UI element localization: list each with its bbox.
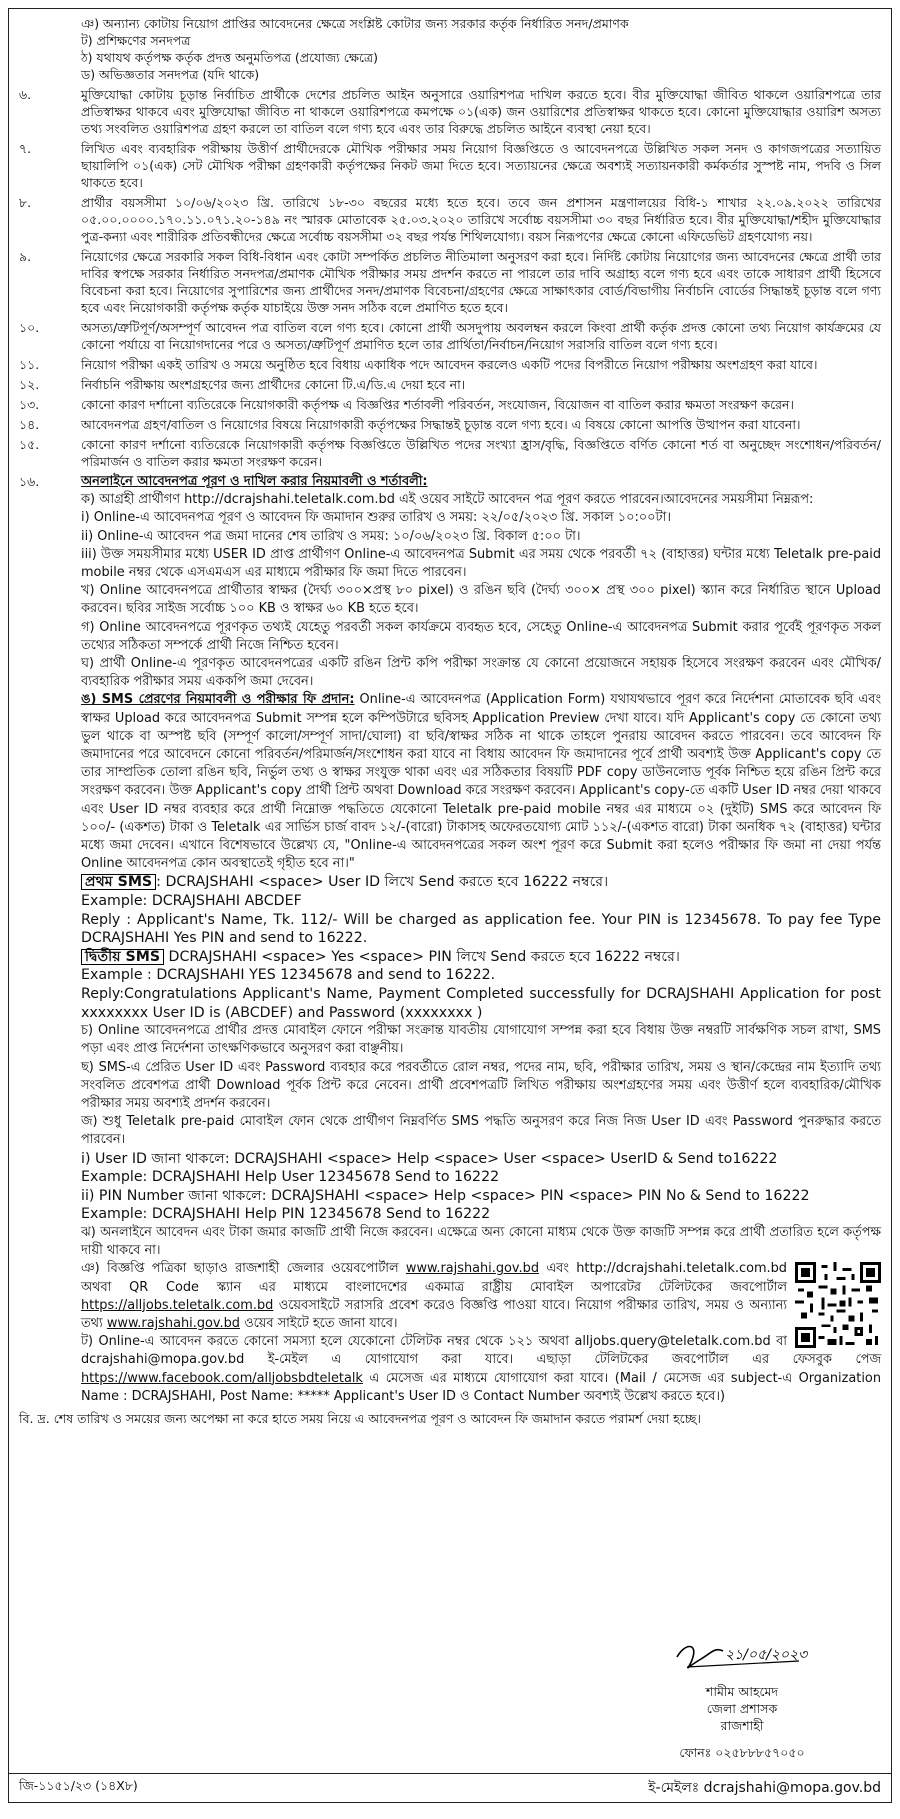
clause-text: কোনো কারণ দর্শানো ব্যতিরেকে নিয়োগকারী কর্তৃপক্ষ এ বিজ্ঞপ্তির শর্তাবলী পরিবর্তন, সংযোজন, বিয়োজন বা বাতিল করার ক্ষমতা সংরক্ষণ করেন। [81,397,794,412]
rule-ka-i: i) Online-এ আবেদনপত্র পূরণ ও আবেদন ফি জমাদান শুরুর তারিখ ও সময়: ২২/০৫/২০২৩ খ্রি. সকাল ১০:০০টা। [81,510,671,526]
first-sms-reply: Reply : Applicant's Name, Tk. 112/- Will be charged as application fee. Your PIN is 12345678. To pay fee Type DCRAJSHAHI Yes PIN and send to 16222. [81,911,881,947]
clause-text: কোনো কারণ দর্শানো ব্যতিরেকে নিয়োগকারী কর্তৃপক্ষ বিজ্ঞপ্তিতে উল্লিখিত পদের সংখ্যা হ্রাস/বৃদ্ধি, বিজ্ঞপ্তিতে বর্ণিত কোনো শর্ত বা অনুচ্ছেদ সংশোধন/পরিবর্তন/পরিমার্জন ও বাতিল করার ক্ষমতা সংরক্ষণ করেন। [81,437,881,469]
top-item: ড) অভিজ্ঞতার সনদপত্র (যদি থাকে) [81,67,260,82]
clause-text: লিখিত এবং ব্যবহারিক পরীক্ষায় উত্তীর্ণ প্রার্থীদেরকে মৌখিক পরীক্ষার সময় নিয়োগ বিজ্ঞপ্তিতে ও আবেদনপত্রে উল্লিখিত সকল সনদ ও কাগজপত্রের সত্যায়িত ছায়ালিপি ০১(এক) সেট মৌখিক পরীক্ষা গ্রহণকারী কর্তৃপক্ষের নিকট জমা দিতে হবে। সত্যায়নের ক্ষেত্রে অবশ্যই সত্যায়নকারী কর্মকর্তার সুস্পষ্ট নাম, পদবি ও সিল থাকতে হবে। [81,141,881,190]
clause-11 [19,356,881,373]
rule-nya-text: এবং http://dcrajshahi.teletalk.com.bd অথবা QR Code স্ক্যান এর মাধ্যমে বাংলাদেশের একমাত্র রাষ্ট্রীয় মোবাইল অপারেটর টেলিটকের জবপোর্টাল [81,1261,787,1295]
footer-code: জি-১১৫১/২৩ (১৪X৮) [19,1778,138,1793]
rule-jha: ঝ) অনলাইনে আবেদন এবং টাকা জমার কাজটি প্রার্থী নিজে করবেন। এক্ষেত্রে অন্য কোনো মাধ্যম থেকে উক্ত কাজটি সম্পন্ন করে প্রার্থী প্রতারিত হলে কর্তৃপক্ষ দায়ী থাকবে না। [81,1225,881,1259]
first-sms [81,873,881,892]
clause-number: ১৬. [19,474,40,489]
signature-date: ২১/০৫/২০২৩ [725,1647,808,1663]
clause-text: মুক্তিযোদ্ধা কোটায় চূড়ান্ত নির্বাচিত প্রার্থীকে দেশের প্রচলিত আইন অনুসারে ওয়ারিশপত্র দাখিল করতে হবে। বীর মুক্তিযোদ্ধা জীবিত থাকলে ওয়ারিশপত্রে তার প্রতিস্বাক্ষর থাকবে এবং মুক্তিযোদ্ধা জীবিত না থাকলে ওয়ারিশপত্রে কমপক্ষে ০১(এক) জন ওয়ারিশের প্রতিস্বাক্ষর থাকতে হবে। কোনো মুক্তিযোদ্ধার ওয়ারিশ অসত্য তথ্য সংবলিত ওয়ারিশপত্র গ্রহণ করলে তা বাতিল বলে গণ্য হবে এবং তার বিরুদ্ধে প্রচলিত আইনে ব্যবস্থা নেয়া হবে। [81,87,881,136]
footer-email[interactable]: ই-মেইলঃ dcrajshahi@mopa.gov.bd [648,1780,881,1796]
footnote: বি. দ্র. শেষ তারিখ ও সময়ের জন্য অপেক্ষা না করে হাতে সময় নিয়ে এ আবেদনপত্র পূরণ ও আবেদন ফি জমাদান করতে পরামর্শ দেয়া হচ্ছে। [19,1411,701,1427]
clause-number: ১৫. [19,437,40,452]
first-sms-label: প্রথম SMS [81,874,156,890]
top-item: ঠ) যথাযথ কর্তৃপক্ষ কর্তৃক প্রদত্ত অনুমতিপত্র (প্রযোজ্য ক্ষেত্রে) [81,50,379,65]
qr-code-icon[interactable] [795,1262,881,1348]
clause-15 [19,436,881,470]
second-sms-text: DCRAJSHAHI <space> Yes <space> PIN লিখে Send করতে হবে 16222 নম্বরে। [164,948,680,965]
rule-ja: জ) শুধু Teletalk pre-paid মোবাইল ফোন থেকে প্রার্থীগণ নিম্নবর্ণিত SMS পদ্ধতি অনুসরণ করে নিজ নিজ User ID এবং Password পুনরুদ্ধার করতে পারবেন। [81,1114,881,1148]
officer-designation: জেলা প্রশাসক [706,1701,778,1716]
officer-name: শামীম আহমেদ [705,1684,779,1699]
rule-nya-text: ঞ) বিজ্ঞপ্তি পত্রিকা ছাড়াও রাজশাহী জেলার ওয়েবপোর্টাল [81,1261,406,1277]
second-sms-example: Example : DCRAJSHAHI YES 12345678 and send to 16222. [81,967,496,984]
signature-scribble [667,1637,817,1681]
clause-number: ১৪. [19,417,40,432]
rule-nya-text: ওয়েবসাইটে সরাসরি প্রবেশ করেও বিজ্ঞপ্তি পাওয়া যাবে। নিয়োগ পরীক্ষার তারিখ, সময় ও অন্যান্য তথ্য [81,1297,787,1332]
rule-chha: ছ) SMS-এ প্রেরিত User ID এবং Password ব্যবহার করে পরবর্তীতে রোল নম্বর, পদের নাম, ছবি, পরীক্ষার তারিখ, সময় ও স্থান/কেন্দ্রের নাম ইত্যাদি তথ্য সংবলিত প্রবেশপত্র প্রার্থী Download পূর্বক প্রিন্ট করে নেবেন। প্রার্থী প্রবেশপত্রটি লিখিত পরীক্ষায় অংশগ্রহণের সময় এবং উত্তীর্ণ হলে ব্যবহারিক/মৌখিক পরীক্ষার সময় অবশ্যই প্রদর্শন করবেন। [81,1059,881,1112]
signature-block [637,1637,847,1761]
clause-text: অসত্য/ত্রুটিপূর্ণ/অসম্পূর্ণ আবেদন পত্র বাতিল বলে গণ্য হবে। কোনো প্রার্থী অসদুপায় অবলম্বন করলে কিংবা প্রার্থী কর্তৃক প্রদত্ত কোনো তথ্য নিয়োগ কার্যক্রমের যে কোনো পর্যায়ে বা নিয়োগদানের পরে ও অসত্য/ত্রুটিপূর্ণ প্রমাণিত হলে তার প্রার্থিতা/নির্বাচন/নিয়োগ সরাসরি বাতিল বলে গণ্য হবে। [81,320,881,352]
section-heading: অনলাইনে আবেদনপত্র পূরণ ও দাখিল করার নিয়মাবলী ও শর্তাবলী: [81,474,428,489]
rule-ta [81,1333,881,1406]
clause-7 [19,140,881,191]
clause-6 [19,86,881,137]
rajshahi-portal-link[interactable]: www.rajshahi.gov.bd [106,1316,240,1332]
footer [9,1773,891,1802]
clause-10 [19,319,881,353]
clause-number: ৬. [19,87,32,102]
clause-8 [19,194,881,245]
rule-nya [81,1260,881,1333]
top-item: ট) প্রশিক্ষণের সনদপত্র [81,33,191,48]
rule-ga: গ) Online আবেদনপত্রে পূরণকৃত তথ্যই যেহেতু পরবর্তী সকল কার্যক্রমে ব্যবহৃত হবে, সেহেতু Online-এ আবেদনপত্র Submit করার পূর্বেই পূরণকৃত সকল তথ্যের সঠিকতা সম্পর্কে প্রার্থী নিজে নিশ্চিত হবেন। [81,619,881,653]
clause-number: ১২. [19,377,40,392]
first-sms-text: : DCRAJSHAHI <space> User ID লিখে Send করতে হবে 16222 নম্বরে। [156,874,609,891]
rule-umo [81,691,881,873]
clause-12 [19,376,881,393]
rule-ta-text: এ মেসেজ এর মাধ্যমে যোগাযোগ করা যাবে। (Mail / মেসেজ এর subject-এ Organization Name : DCRAJSHAHI, Post Name: ***** Applicant's User ID ও Contact Number অবশ্যই উল্লেখ করতে হবে।) [81,1370,881,1404]
notice-page [8,8,892,1803]
clause-14 [19,416,881,433]
clause-16 [19,473,881,1406]
rule-cha: চ) Online আবেদনপত্রে প্রার্থীর প্রদত্ত মোবাইল ফোনে পরীক্ষা সংক্রান্ত যাবতীয় যোগাযোগ সম্পন্ন করা হবে বিধায় উক্ত নম্বরটি সার্বক্ষণিক সচল রাখা, SMS পড়া এবং প্রাপ্ত নির্দেশনা তাৎক্ষণিকভাবে অনুসরণ করা বাঞ্ছনীয়। [81,1023,881,1057]
officer-phone: ফোনঃ ০২৫৮৮৮৫৭০৫০ [679,1745,805,1760]
rule-ta-text: ট) Online-এ আবেদন করতে কোনো সমস্যা হলে যেকোনো টেলিটক নম্বর থেকে ১২১ অথবা alljobs.query@teletalk.com.bd বা dcrajshahi@mopa.gov.bd ই-মেইল এ যোগাযোগ করা যাবে। এছাড়া টেলিটকের জবপোর্টাল এর ফেসবুক পেজ [81,1334,881,1368]
rule-ka-iii: iii) উক্ত সময়সীমার মধ্যে USER ID প্রাপ্ত প্রার্থীগণ Online-এ আবেদনপত্র Submit এর সময় থেকে পরবর্তী ৭২ (বাহাত্তর) ঘন্টার মধ্যে Teletalk pre-paid mobile নম্বর থেকে এসএমএস এর মাধ্যমে পরীক্ষার ফি জমা দিতে পারবেন। [81,546,881,581]
clause-number: ১৩. [19,397,40,412]
clause-9 [19,248,881,316]
rule-nya-text: ওয়েব সাইটে হতে জানা যাবে। [239,1316,398,1332]
online-application-rules [81,473,881,1406]
rule-ja-ii: ii) PIN Number জানা থাকলে: DCRAJSHAHI <space> Help <space> PIN <space> PIN No & Send to 16222 [81,1187,810,1204]
clause-number: ৭. [19,141,32,156]
clause-number: ৮. [19,195,32,210]
top-items [19,15,881,83]
rajshahi-portal-link[interactable]: www.rajshahi.gov.bd [405,1261,540,1277]
clause-text: প্রার্থীর বয়সসীমা ১০/০৬/২০২৩ খ্রি. তারিখে ১৮-৩০ বছরের মধ্যে হতে হবে। তবে জন প্রশাসন মন্ত্রণালয়ের বিধি-১ শাখার ২২.০৯.২০২২ তারিখের ০৫.০০.০০০০.১৭০.১১.০৭১.২০-১৪৯ নং স্মারক মোতাবেক ২৫.০৩.২০২০ তারিখে সর্বোচ্চ বয়সসীমা ৩০ বছর নির্ধারিত হবে। বীর মুক্তিযোদ্ধা/শহীদ মুক্তিযোদ্ধার পুত্র-কন্যা এবং শারীরিক প্রতিবন্ধীদের ক্ষেত্রে সর্বোচ্চ বয়সসীমা ৩২ বছর পর্যন্ত শিথিলযোগ্য। বয়স নিরূপণের ক্ষেত্রে কোনো এফিডেভিট গ্রহণযোগ্য নয়। [81,195,881,244]
facebook-page-link[interactable]: https://www.facebook.com/alljobsbdteletalk [81,1370,363,1386]
rule-kha: খ) Online আবেদনপত্রে প্রার্থীতার স্বাক্ষর (দৈর্ঘ্য ৩০০×প্রস্থ ৮০ pixel) ও রঙিন ছবি (দৈর্ঘ্য ৩০০× প্রস্থ ৩০০ pixel) স্ক্যান করে নির্ধারিত স্থানে Upload করবেন। ছবির সাইজ সর্বোচ্চ ১০০ KB ও স্বাক্ষর ৬০ KB হতে হবে। [81,583,881,617]
clause-13 [19,396,881,413]
clause-text: নির্বাচনি পরীক্ষায় অংশগ্রহণের জন্য প্রার্থীদের কোনো টি.এ/ডি.এ দেয়া হবে না। [81,377,466,392]
rule-ja-i: i) User ID জানা থাকলে: DCRAJSHAHI <space> Help <space> User <space> UserID & Send to16222 [81,1150,778,1167]
clause-number: ৯. [19,249,32,264]
clause-number: ১০. [19,320,40,335]
second-sms-label: দ্বিতীয় SMS [81,949,164,965]
second-sms-reply: Reply:Congratulations Applicant's Name, Payment Completed successfully for DCRAJSHAHI Application for post xxxxxxxx User ID is (ABCDEF) and Password (xxxxxxxx ) [81,986,881,1021]
rule-ka: ক) আগ্রহী প্রার্থীগণ http://dcrajshahi.teletalk.com.bd এই ওয়েব সাইটে আবেদন পত্র পূরণ করতে পারবেন।আবেদনের সময়সীমা নিম্নরূপ: [81,492,814,508]
rule-ja-ii-example: Example: DCRAJSHAHI Help PIN 12345678 Send to 16222 [81,1206,491,1223]
rule-ka-ii: ii) Online-এ আবেদন পত্র জমা দানের শেষ তারিখ ও সময়: ১০/০৬/২০২৩ খ্রি. বিকাল ৫:০০ টা। [81,528,581,544]
rule-gha: ঘ) প্রার্থী Online-এ পূরণকৃত আবেদনপত্রের একটি রঙিন প্রিন্ট কপি পরীক্ষা সংক্রান্ত যে কোনো প্রয়োজনে সহায়ক হিসেবে সংরক্ষণ করবেন এবং মৌখিক/ব্যবহারিক পরীক্ষার সময় এককপি জমা দেবেন। [81,656,881,690]
first-sms-example: Example: DCRAJSHAHI ABCDEF [81,893,302,910]
clause-text: নিয়োগের ক্ষেত্রে সরকারি সকল বিধি-বিধান এবং কোটা সম্পর্কিত প্রচলিত নীতিমালা অনুসরণ করা হবে। নির্দিষ্ট কোটায় নিয়োগের জন্য আবেদনের ক্ষেত্রে প্রার্থী তার দাবির স্বপক্ষে সরকার নির্ধারিত সনদপত্র/প্রমাণক মৌখিক পরীক্ষার সময় প্রদর্শন করতে না পারলে তার দাবি অগ্রাহ্য বলে গণ্য হবে এবং তাকে সাধারণ প্রার্থী হিসেবে বিবেচনা করা হবে। নিয়োগের সুপারিশের জন্য প্রার্থীদের সনদ/প্রমাণক বিবেচনা/গ্রহণের ক্ষেত্রে সাক্ষাৎকার বোর্ড/বিভাগীয় নির্বাচনি বোর্ডের সিদ্ধান্তই চূড়ান্ত বলে গণ্য হবে এবং নিয়োগকারী কর্তৃপক্ষ কর্তৃক যাচাইয়ে উক্ত সনদ সঠিক বলে প্রমাণিত হতে হবে। [81,249,881,315]
officer-district: রাজশাহী [720,1718,764,1733]
second-sms [81,948,881,967]
alljobs-link[interactable]: https://alljobs.teletalk.com.bd [81,1297,274,1313]
clause-text: নিয়োগ পরীক্ষা একই তারিখ ও সময়ে অনুষ্ঠিত হবে বিধায় একাধিক পদে আবেদন করলেও একটি পদের বিপরীতে নিয়োগ পরীক্ষায় অংশগ্রহণ করা যাবে। [81,357,818,372]
clause-text: আবেদনপত্র গ্রহণ/বাতিল ও নিয়োগের বিষয়ে নিয়োগকারী কর্তৃপক্ষের সিদ্ধান্তই চূড়ান্ত বলে গণ্য হবে। এ বিষয়ে কোনো আপত্তি উত্থাপন করা যাবেনা। [81,417,801,432]
top-item: ঞ) অন্যান্য কোটায় নিয়োগ প্রাপ্তির আবেদনের ক্ষেত্রে সংশ্লিষ্ট কোটার জন্য সরকার কর্তৃক নির্ধারিত সনদ/প্রমাণক [81,16,629,31]
rule-ja-i-example: Example: DCRAJSHAHI Help User 12345678 Send to 16222 [81,1169,500,1186]
clause-number: ১১. [19,357,40,372]
sms-rules-heading: ঙ) SMS প্রেরণের নিয়মাবলী ও পরীক্ষার ফি প্রদান: [81,692,355,708]
sms-rules-text: Online-এ আবেদনপত্র (Application Form) যথাযথভাবে পূরণ করে নির্দেশনা মোতাবেক ছবি এবং স্বাক্ষর Upload করে আবেদনপত্র Submit সম্পন্ন হলে কম্পিউটারে ছবিসহ Application Preview দেখা যাবে। যদি Applicant's copy তে কোনো তথ্য ভুল থাকে বা অস্পষ্ট ছবি (সম্পূর্ণ কালো/সম্পূর্ণ সাদা/ঘোলা) বা ছবি/স্বাক্ষর সঠিক না থাকে তাহলে পুনরায় আবেদন করতে পারবেন। তবে আবেদন ফি জমাদানের পরে আবেদনে কোনো পরিবর্তন/পরিমার্জন/সংশোধন করা যাবে না বিধায় আবেদন ফি জমাদানের পূর্বে প্রার্থী অবশ্যই উক্ত Applicant's copy তে তার সাম্প্রতিক তোলা রঙিন ছবি, নির্ভুল তথ্য ও স্বাক্ষর সংযুক্ত থাকা এবং এর সঠিকতার বিষয়টি PDF copy ডাউনলোড পূর্বক নিশ্চিত হয়ে রঙিন প্রিন্ট করে সংরক্ষণ করবেন। উক্ত Applicant's copy প্রার্থী প্রিন্ট অথবা Download করে সংরক্ষণ করবেন। Applicant's copy-তে একটি User ID নম্বর দেয়া থাকবে এবং User ID নম্বর ব্যবহার করে প্রার্থী নিম্নোক্ত পদ্ধতিতে যেকোনো Teletalk pre-paid mobile নম্বর এর মাধ্যমে ০২ (দুইটি) SMS করে আবেদন ফি ১০০/- (একশত) টাকা ও Teletalk এর সার্ভিস চার্জ বাবদ ১২/-(বারো) টাকাসহ অফেরতযোগ্য মোট ১১২/-(একশত বারো) টাকা অনধিক ৭২ (বাহাত্তর) ঘন্টার মধ্যে জমা দেবেন। এখানে বিশেষভাবে উল্লেখ্য যে, "Online-এ আবেদনপত্রের সকল অংশ পূরণ করে Submit করা হলেও পরীক্ষার ফি জমা না দেয়া পর্যন্ত Online আবেদনপত্র কোন অবস্থাতেই গৃহীত হবে না।" [81,692,881,872]
